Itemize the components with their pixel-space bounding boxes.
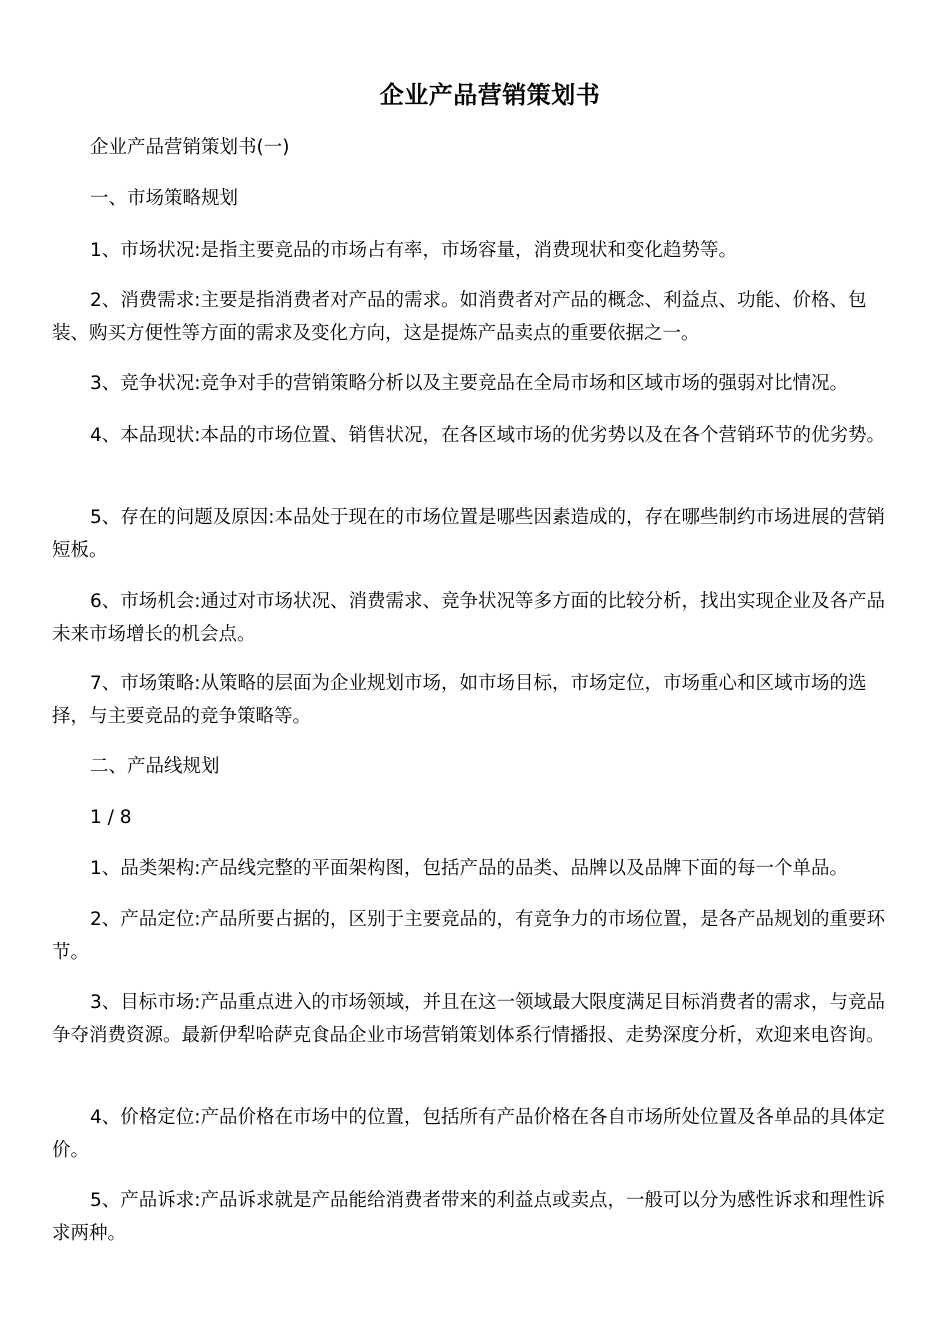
paragraph-subtitle: 企业产品营销策划书(一) — [90, 137, 290, 158]
paragraph-consumer-demand: 2、消费需求:主要是指消费者对产品的需求。如消费者对产品的概念、利益点、功能、价格、包装、购买方便性等方面的需求及变化方向，这是提炼产品卖点的重要依据之一。 — [52, 290, 867, 344]
section-heading-market-strategy: 一、市场策略规划 — [90, 188, 239, 209]
paragraph-product-appeal: 5、产品诉求:产品诉求就是产品能给消费者带来的利益点或卖点，一般可以分为感性诉求和理性诉求两种。 — [52, 1190, 886, 1244]
paragraph-price-positioning: 4、价格定位:产品价格在市场中的位置，包括所有产品价格在各自市场所处位置及各单品的具体定价。 — [52, 1107, 886, 1161]
section-heading-product-line: 二、产品线规划 — [90, 756, 220, 777]
paragraph-problems-causes: 5、存在的问题及原因:本品处于现在的市场位置是哪些因素造成的，存在哪些制约市场进展的营销短板。 — [52, 507, 886, 561]
paragraph-product-status: 4、本品现状:本品的市场位置、销售状况，在各区域市场的优劣势以及在各个营销环节的优劣势。 — [90, 425, 886, 446]
paragraph-market-status: 1、市场状况:是指主要竞品的市场占有率，市场容量，消费现状和变化趋势等。 — [90, 240, 738, 261]
paragraph-market-opportunity: 6、市场机会:通过对市场状况、消费需求、竞争状况等多方面的比较分析，找出实现企业及各产品未来市场增长的机会点。 — [52, 591, 886, 645]
paragraph-category-architecture: 1、品类架构:产品线完整的平面架构图，包括产品的品类、品牌以及品牌下面的每一个单品。 — [90, 858, 849, 879]
paragraph-competition-status: 3、竞争状况:竞争对手的营销策略分析以及主要竞品在全局市场和区域市场的强弱对比情况。 — [90, 373, 849, 394]
document-title: 企业产品营销策划书 — [379, 80, 601, 109]
paragraph-market-strategy: 7、市场策略:从策略的层面为企业规划市场，如市场目标，市场定位，市场重心和区域市场的选择，与主要竞品的竞争策略等。 — [52, 673, 867, 727]
page-number: 1 / 8 — [90, 807, 132, 828]
paragraph-product-positioning: 2、产品定位:产品所要占据的，区别于主要竞品的，有竞争力的市场位置，是各产品规划的重要环节。 — [52, 909, 886, 963]
paragraph-target-market: 3、目标市场:产品重点进入的市场领域，并且在这一领域最大限度满足目标消费者的需求，与竞品争夺消费资源。最新伊犁哈萨克食品企业市场营销策划体系行情播报、走势深度分析，欢迎来电咨询。 — [52, 992, 886, 1046]
